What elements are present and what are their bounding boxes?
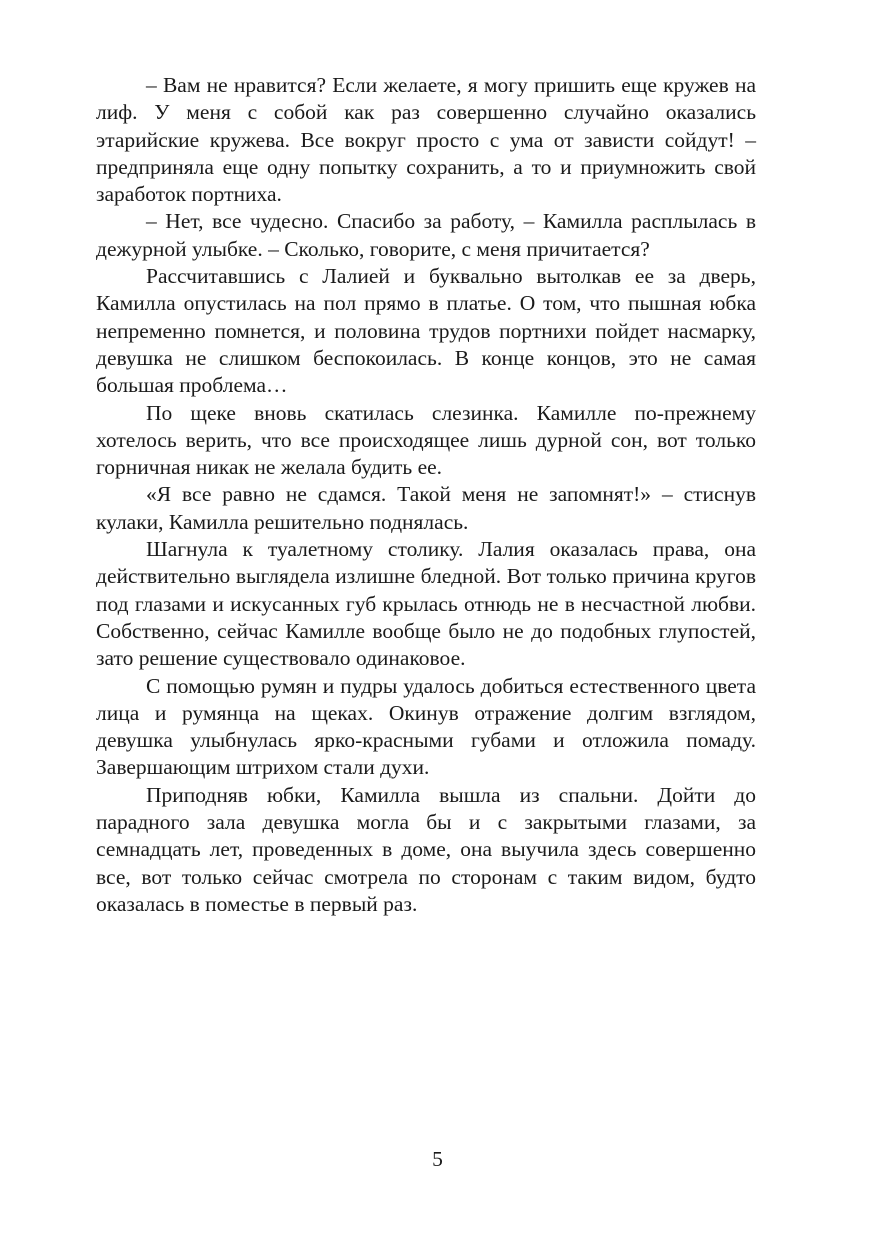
paragraph-8: Приподняв юбки, Камилла вышла из спальни. Дойти до парадного зала девушка могла бы и с закрытыми глазами, за семнадцать лет, проведенных в доме, она выучила здесь совершенно все, вот только сейчас смотрела по сторонам с таким видом, будто оказалась в поместье в первый раз. bbox=[96, 782, 756, 916]
paragraph-3: Рассчитавшись с Лалией и буквально вытолкав ее за дверь, Камилла опустилась на пол прямо в платье. О том, что пышная юбка непременно помнется, и половина трудов портнихи пойдет насмарку, девушка не слишком беспокоилась. В конце концов, это не самая большая проблема… bbox=[96, 264, 756, 398]
page-number: 5 bbox=[432, 1147, 443, 1171]
paragraph-2: – Нет, все чудесно. Спасибо за работу, – Камилла расплылась в дежурной улыбке. – Сколько, говорите, с меня причитается? bbox=[96, 209, 756, 261]
body-text bbox=[96, 72, 756, 918]
paragraph-6: Шагнула к туалетному столику. Лалия оказалась права, она действительно выглядела излишне бледной. Вот только причина кругов под глазами и искусанных губ крылась отнюдь не в несчастной любви. Собственно, сейчас Камилле вообще было не до подобных глупостей, зато решение существовало одинаковое. bbox=[96, 537, 756, 671]
paragraph-1: – Вам не нравится? Если желаете, я могу пришить еще кружев на лиф. У меня с собой как раз совершенно случайно оказались этарийские кружева. Все вокруг просто с ума от зависти сойдут! – предприняла еще одну попытку сохранить, а то и приумножить свой заработок портниха. bbox=[96, 73, 756, 207]
paragraph-4: По щеке вновь скатилась слезинка. Камилле по-прежнему хотелось верить, что все происходящее лишь дурной сон, вот только горничная никак не желала будить ее. bbox=[96, 400, 756, 480]
paragraph-7: С помощью румян и пудры удалось добиться естественного цвета лица и румянца на щеках. Окинув отражение долгим взглядом, девушка улыбнулась ярко-красными губами и отложила помаду. Завершающим штрихом стали духи. bbox=[96, 673, 756, 780]
paragraph-5: «Я все равно не сдамся. Такой меня не запомнят!» – стиснув кулаки, Камилла решительно поднялась. bbox=[96, 482, 756, 534]
